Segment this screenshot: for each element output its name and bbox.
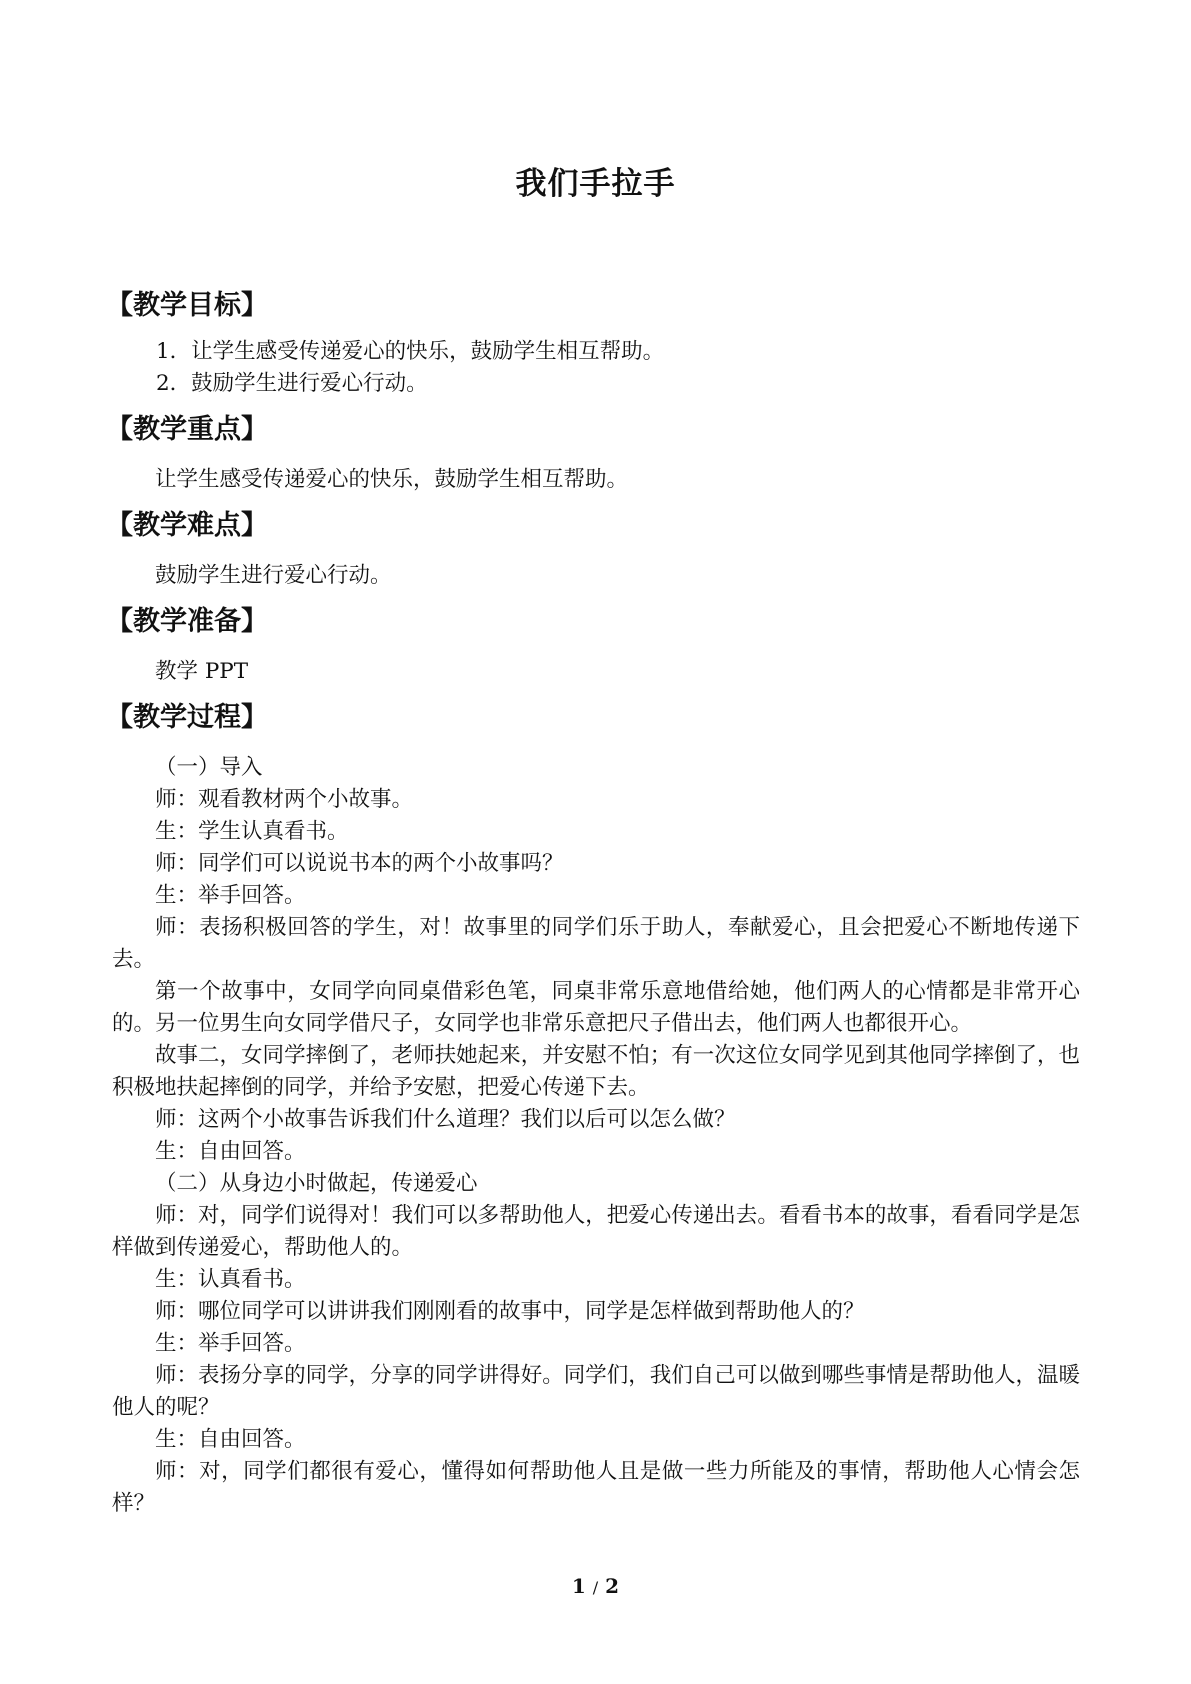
process-paragraph: 师：观看教材两个小故事。	[155, 787, 414, 812]
process-paragraphs	[112, 752, 1080, 1520]
process-paragraph: （二）从身边小时做起，传递爱心	[155, 1171, 478, 1196]
process-paragraph: 师：对，同学们都很有爱心，懂得如何帮助他人且是做一些力所能及的事情，帮助他人心情会怎样？	[112, 1459, 1080, 1516]
preparation-text: 教学 PPT	[155, 659, 249, 684]
process-paragraph: 生：举手回答。	[155, 883, 306, 908]
keypoints-text: 让学生感受传递爱心的快乐，鼓励学生相互帮助。	[155, 467, 629, 492]
page-total: 2	[605, 1574, 620, 1598]
process-paragraph: 生：自由回答。	[155, 1427, 306, 1452]
process-paragraph: 第一个故事中，女同学向同桌借彩色笔，同桌非常乐意地借给她，他们两人的心情都是非常开心的。另一位男生向女同学借尺子，女同学也非常乐意把尺子借出去，他们两人也都很开心。	[112, 979, 1080, 1036]
heading-keypoints: 【教学重点】	[106, 414, 268, 445]
process-paragraph: 故事二，女同学摔倒了，老师扶她起来，并安慰不怕；有一次这位女同学见到其他同学摔倒了，也积极地扶起摔倒的同学，并给予安慰，把爱心传递下去。	[112, 1043, 1080, 1100]
heading-difficulties: 【教学难点】	[106, 510, 268, 541]
process-paragraph: 生：认真看书。	[155, 1267, 306, 1292]
section-keypoints	[106, 410, 1080, 496]
objective-item-1: 1．让学生感受传递爱心的快乐，鼓励学生相互帮助。	[156, 339, 665, 364]
objective-item-2: 2．鼓励学生进行爱心行动。	[156, 371, 428, 396]
document-title: 我们手拉手	[515, 166, 676, 202]
section-difficulties	[106, 506, 1080, 592]
heading-process: 【教学过程】	[106, 702, 268, 733]
process-paragraph: 生：举手回答。	[155, 1331, 306, 1356]
page-separator: /	[592, 1578, 599, 1597]
process-paragraph: 生：自由回答。	[155, 1139, 306, 1164]
page-number	[0, 1574, 1191, 1598]
document-body	[106, 286, 1080, 1520]
section-process	[106, 698, 1080, 1520]
process-paragraph: 师：这两个小故事告诉我们什么道理？我们以后可以怎么做？	[155, 1107, 736, 1132]
process-paragraph: （一）导入	[155, 755, 263, 780]
process-paragraph: 师：表扬积极回答的学生，对！故事里的同学们乐于助人，奉献爱心，且会把爱心不断地传递下去。	[112, 915, 1080, 972]
process-paragraph: 师：对，同学们说得对！我们可以多帮助他人，把爱心传递出去。看看书本的故事，看看同学是怎样做到传递爱心，帮助他人的。	[112, 1203, 1080, 1260]
process-paragraph: 师：同学们可以说说书本的两个小故事吗？	[155, 851, 564, 876]
section-objectives	[106, 286, 1080, 400]
process-paragraph: 师：哪位同学可以讲讲我们刚刚看的故事中，同学是怎样做到帮助他人的？	[155, 1299, 865, 1324]
process-paragraph: 生：学生认真看书。	[155, 819, 349, 844]
page-current: 1	[571, 1574, 586, 1598]
heading-preparation: 【教学准备】	[106, 606, 268, 637]
difficulties-text: 鼓励学生进行爱心行动。	[155, 563, 392, 588]
heading-objectives: 【教学目标】	[106, 290, 268, 321]
process-paragraph: 师：表扬分享的同学，分享的同学讲得好。同学们，我们自己可以做到哪些事情是帮助他人，温暖他人的呢？	[112, 1363, 1080, 1420]
section-preparation	[106, 602, 1080, 688]
